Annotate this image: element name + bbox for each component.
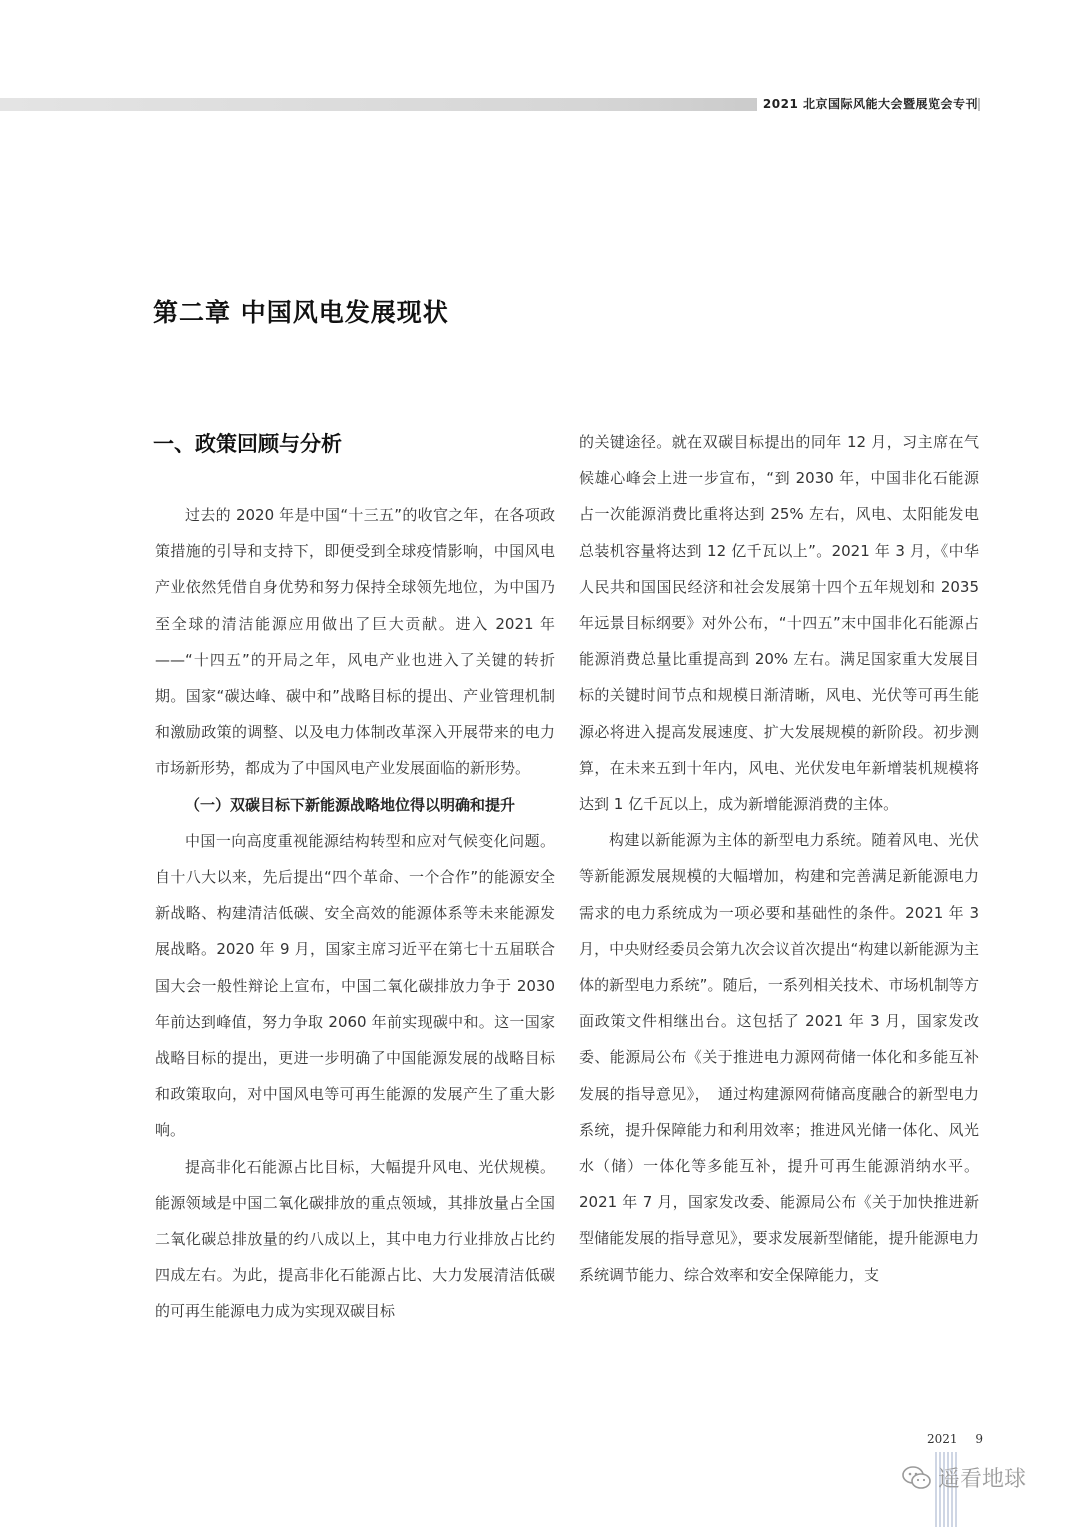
right-column (579, 424, 979, 1293)
page-footer (927, 1432, 983, 1446)
page-number: 9 (975, 1432, 984, 1446)
publication-title: 2021 北京国际风能大会暨展览会专刊 (757, 96, 978, 113)
watermark (902, 1462, 1026, 1493)
subheading: （一）双碳目标下新能源战略地位得以明确和提升 (185, 795, 516, 814)
paragraph: 提高非化石能源占比目标，大幅提升风电、光伏规模。能源领域是中国二氧化碳排放的重点领域，其排放量占全国二氧化碳总排放量的约八成以上，其中电力行业排放占比约四成左右。为此，提高非化石能源占比、大力发展清洁低碳的可再生能源电力成为实现双碳目标 (155, 1157, 555, 1321)
section-title: 一、政策回顾与分析 (153, 432, 342, 456)
footer-year: 2021 (927, 1432, 958, 1446)
paragraph: 过去的 2020 年是中国“十三五”的收官之年，在各项政策措施的引导和支持下，即便受到全球疫情影响，中国风电产业依然凭借自身优势和努力保持全球领先地位，为中国乃至全球的清洁能源应用做出了巨大贡献。进入 2021 年——“十四五”的开局之年，风电产业也进入了关键的转折期。国家“碳达峰、碳中和”战略目标的提出、产业管理机制和激励政策的调整、以及电力体制改革深入开展带来的电力市场新形势，都成为了中国风电产业发展面临的新形势。 (155, 506, 555, 778)
paragraph: 构建以新能源为主体的新型电力系统。随着风电、光伏等新能源发展规模的大幅增加，构建和完善满足新能源电力需求的电力系统成为一项必要和基础性的条件。2021 年 3 月，中央财经委员会第九次会议首次提出“构建以新能源为主体的新型电力系统”。随后，一系列相关技术、市场机制等方面政策文件相继出台。这包括了 2021 年 3 月，国家发改委、能源局公布《关于推进电力源网荷储一体化和多能互补发展的指导意见》， 通过构建源网荷储高度融合的新型电力系统，提升保障能力和利用效率；推进风光储一体化、风光水（储）一体化等多能互补，提升可再生能源消纳水平。2021 年 7 月，国家发改委、能源局公布《关于加快推进新型储能发展的指导意见》，要求发展新型储能，提升能源电力系统调节能力、综合效率和安全保障能力，支 (579, 831, 979, 1284)
left-column (155, 497, 555, 1330)
chapter-title: 第二章 中国风电发展现状 (153, 298, 449, 327)
paragraph: 中国一向高度重视能源结构转型和应对气候变化问题。自十八大以来，先后提出“四个革命、一个合作”的能源安全新战略、构建清洁低碳、安全高效的能源体系等未来能源发展战略。2020 年 9 月，国家主席习近平在第七十五届联合国大会一般性辩论上宣布，中国二氧化碳排放力争于 2030 年前达到峰值，努力争取 2060 年前实现碳中和。这一国家战略目标的提出，更进一步明确了中国能源发展的战略目标和政策取向，对中国风电等可再生能源的发展产生了重大影响。 (155, 831, 555, 1140)
watermark-text: 遥看地球 (938, 1467, 1027, 1492)
paragraph-continued: 的关键途径。就在双碳目标提出的同年 12 月，习主席在气候雄心峰会上进一步宣布，“到 2030 年，中国非化石能源占一次能源消费比重将达到 25% 左右，风电、太阳能发电总装机容量将达到 12 亿千瓦以上”。2021 年 3 月，《中华人民共和国国民经济和社会发展第十四个五年规划和 2035 年远景目标纲要》对外公布，“十四五”末中国非化石能源占能源消费总量比重提高到 20% 左右。满足国家重大发展目标的关键时间节点和规模日渐清晰，风电、光伏等可再生能源必将进入提高发展速度、扩大发展规模的新阶段。初步测算，在未来五到十年内，风电、光伏发电年新增装机规模将达到 1 亿千瓦以上，成为新增能源消费的主体。 (579, 433, 979, 814)
wechat-icon (902, 1465, 932, 1491)
